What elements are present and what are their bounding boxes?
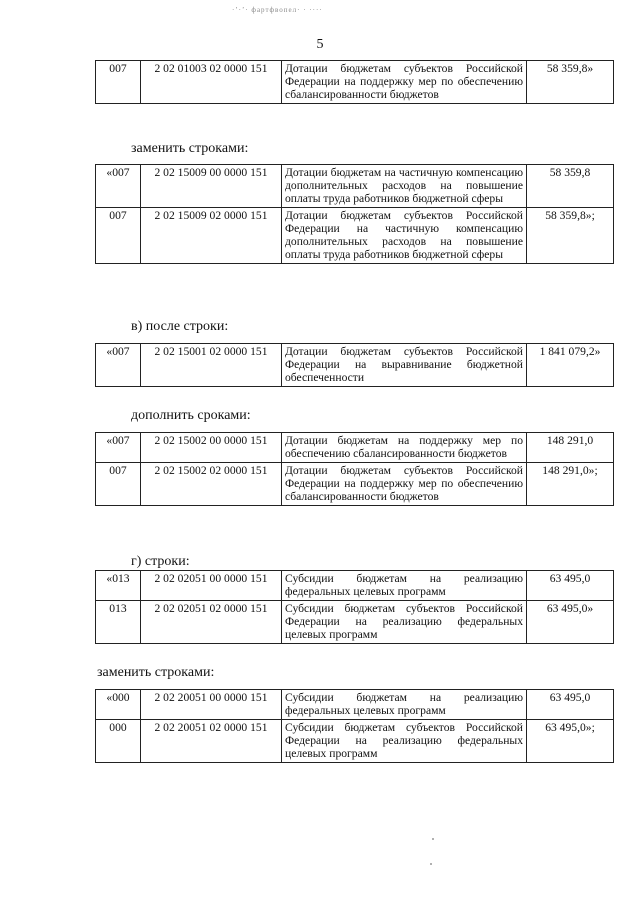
budget-table-after (95, 343, 614, 387)
scan-header-mark: ·’·’· фартфвопел· · ···· (232, 6, 323, 14)
table-row (96, 165, 614, 208)
table-row (96, 433, 614, 463)
row-amount: 63 495,0 (527, 571, 614, 601)
row-name: Дотации бюджетам субъектов Российской Федерации на поддержку мер по обеспечению сбалансированности бюджетов (282, 61, 527, 104)
budget-table-add (95, 432, 614, 506)
row-code: «000 (96, 690, 141, 720)
row-kbk: 2 02 15009 00 0000 151 (141, 165, 282, 208)
budget-table-original (95, 60, 614, 104)
row-code: «007 (96, 344, 141, 387)
row-code: 000 (96, 720, 141, 763)
budget-table-rows-g (95, 570, 614, 644)
row-kbk: 2 02 02051 02 0000 151 (141, 601, 282, 644)
row-name: Субсидии бюджетам субъектов Российской Федерации на реализацию федеральных целевых программ (282, 720, 527, 763)
row-name: Субсидии бюджетам на реализацию федеральных целевых программ (282, 571, 527, 601)
section-heading: заменить строками: (131, 141, 249, 156)
row-amount: 63 495,0»; (527, 720, 614, 763)
budget-table-replace-1 (95, 164, 614, 264)
row-code: 007 (96, 463, 141, 506)
row-amount: 63 495,0 (527, 690, 614, 720)
row-kbk: 2 02 20051 00 0000 151 (141, 690, 282, 720)
table-row (96, 601, 614, 644)
budget-table-replace-2 (95, 689, 614, 763)
table-row (96, 690, 614, 720)
table-row (96, 344, 614, 387)
table-row (96, 208, 614, 264)
row-code: 013 (96, 601, 141, 644)
section-heading: заменить строками: (97, 665, 215, 680)
row-name: Субсидии бюджетам на реализацию федеральных целевых программ (282, 690, 527, 720)
scan-speck (432, 838, 434, 840)
row-name: Субсидии бюджетам субъектов Российской Федерации на реализацию федеральных целевых программ (282, 601, 527, 644)
table-row (96, 463, 614, 506)
row-kbk: 2 02 15001 02 0000 151 (141, 344, 282, 387)
row-amount: 58 359,8»; (527, 208, 614, 264)
row-amount: 63 495,0» (527, 601, 614, 644)
section-heading: в) после строки: (131, 319, 229, 334)
row-name: Дотации бюджетам на поддержку мер по обеспечению сбалансированности бюджетов (282, 433, 527, 463)
row-amount: 1 841 079,2» (527, 344, 614, 387)
row-code: «007 (96, 165, 141, 208)
row-amount: 148 291,0 (527, 433, 614, 463)
table-row (96, 571, 614, 601)
row-amount: 148 291,0»; (527, 463, 614, 506)
row-kbk: 2 02 02051 00 0000 151 (141, 571, 282, 601)
row-name: Дотации бюджетам субъектов Российской Федерации на поддержку мер по обеспечению сбалансированности бюджетов (282, 463, 527, 506)
row-amount: 58 359,8» (527, 61, 614, 104)
row-kbk: 2 02 15002 00 0000 151 (141, 433, 282, 463)
row-amount: 58 359,8 (527, 165, 614, 208)
row-code: 007 (96, 61, 141, 104)
section-heading: дополнить сроками: (131, 408, 251, 423)
row-kbk: 2 02 20051 02 0000 151 (141, 720, 282, 763)
row-kbk: 2 02 01003 02 0000 151 (141, 61, 282, 104)
row-name: Дотации бюджетам субъектов Российской Федерации на выравнивание бюджетной обеспеченности (282, 344, 527, 387)
table-row (96, 61, 614, 104)
section-heading: г) строки: (131, 554, 190, 569)
row-name: Дотации бюджетам субъектов Российской Федерации на частичную компенсацию дополнительных расходов на повышение оплаты труда работников бюджетной сферы (282, 208, 527, 264)
row-code: «007 (96, 433, 141, 463)
row-kbk: 2 02 15002 02 0000 151 (141, 463, 282, 506)
row-code: «013 (96, 571, 141, 601)
scan-speck (430, 863, 432, 865)
table-row (96, 720, 614, 763)
page-number: 5 (316, 37, 324, 52)
row-kbk: 2 02 15009 02 0000 151 (141, 208, 282, 264)
row-code: 007 (96, 208, 141, 264)
row-name: Дотации бюджетам на частичную компенсацию дополнительных расходов на повышение оплаты труда работников бюджетной сферы (282, 165, 527, 208)
